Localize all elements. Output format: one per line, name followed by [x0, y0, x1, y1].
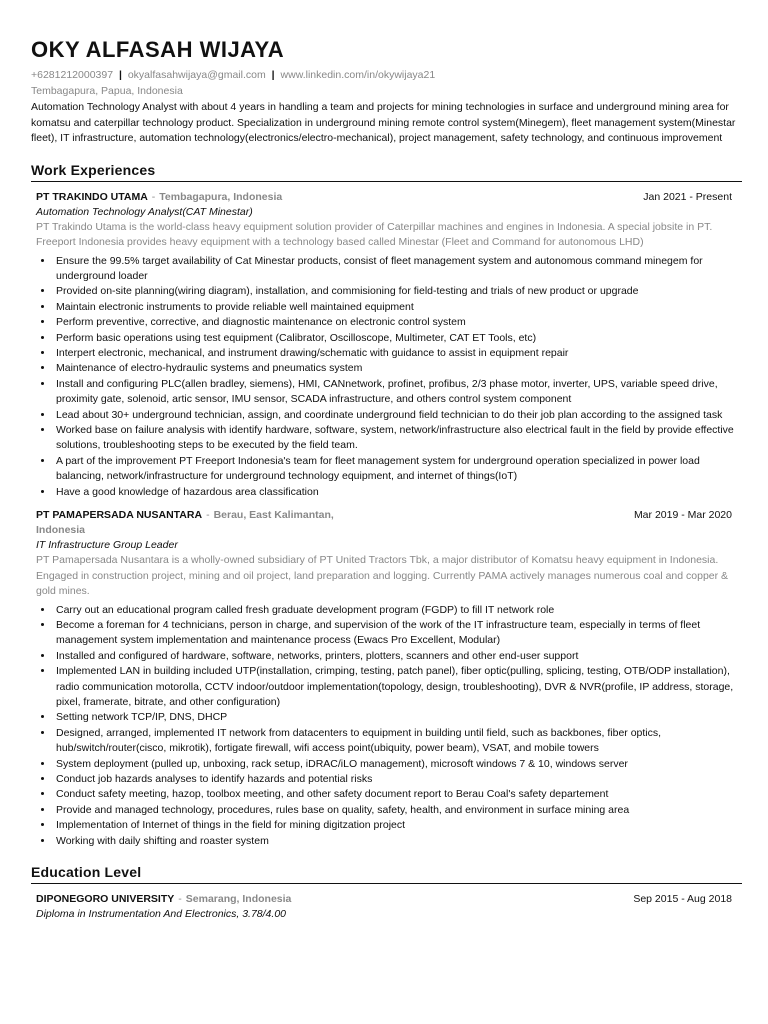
job-header [36, 508, 742, 538]
job-entry [31, 508, 742, 849]
job-location: Tembagapura, Indonesia [159, 190, 283, 203]
bullet-item: • System deployment (pulled up, unboxing, rack setup, iDRAC/iLO management), microsoft windows 7 & 10, windows server [54, 757, 742, 772]
bullet-item: • Implementation of Internet of things in the field for mining digitzation project [54, 818, 742, 833]
bullet-item: • Implemented LAN in building included UTP(installation, crimping, testing, patch panel), fiber optic(pulling, splicing, testing, OTB/ODP installation), radio communication motorolla, CCTV indoor/outdoor implementation(topology, design, troubleshooting), DVR & NVR(profile, IP address, storage, pixel, framerate, bitrate, and other configuration) [54, 664, 742, 710]
contact-line [31, 68, 742, 82]
job-date: Mar 2019 - Mar 2020 [633, 509, 732, 521]
bullet-item: • Lead about 30+ underground technician, assign, and coordinate underground field technician to do their job plan according to the assigned task [54, 408, 742, 423]
bullet-item: • Maintain electronic instruments to provide reliable well maintained equipment [54, 300, 742, 315]
bullet-item: • A part of the improvement PT Freeport Indonesia's team for fleet management system for underground operation specialized in power load balancing, network/infrastructure for underground technology equipment, and internet of things(IoT) [54, 454, 742, 485]
education-level-heading: Education Level [31, 864, 742, 884]
company-description: PT Trakindo Utama is the world-class heavy equipment solution provider of Caterpillar machines and engines in Indonesia. A special jobsite in PT. Freeport Indonesia provides heavy equipment with a technology based called Minestar (Fleet and Command for autonomous LHD) [36, 220, 713, 248]
bullet-item: • Ensure the 99.5% target availability of Cat Minestar products, consist of fleet management system and autonomous command minegem for underground loader [54, 254, 742, 285]
institution-name: DIPONEGORO UNIVERSITY [36, 893, 175, 905]
bullet-item: • Conduct job hazards analyses to identify hazards and potential risks [54, 772, 742, 787]
job-company-line [36, 190, 282, 205]
bullet-item: • Become a foreman for 4 technicians, person in charge, and supervision of the work of the IT infrastructure team, especially in terms of fleet management system implementation and maintenance process (Ewacs Pro Excellent, Modular) [54, 618, 742, 649]
bullet-item: • Perform preventive, corrective, and diagnostic maintenance on electronic control system [54, 315, 742, 330]
bullet-item: • Provided on-site planning(wiring diagram), installation, and commisioning for field-testing and trials of new product or upgrade [54, 284, 742, 299]
institution-location: Semarang, Indonesia [185, 893, 292, 905]
company-name: PT PAMAPERSADA NUSANTARA [36, 509, 203, 521]
phone-number: +6281212000397 [31, 69, 114, 81]
job-bullets [36, 603, 742, 850]
candidate-name: OKY ALFASAH WIJAYA [31, 37, 285, 62]
bullet-item: • Perform basic operations using test equipment (Calibrator, Oscilloscope, Multimeter, CAT ET Tools, etc) [54, 331, 742, 346]
job-location: Berau, East Kalimantan, Indonesia [36, 509, 334, 536]
email-link[interactable]: okyalfasahwijaya@gmail.com [127, 69, 266, 81]
bullet-item: • Conduct safety meeting, hazop, toolbox meeting, and other safety document report to Berau Coal's safety departement [54, 787, 742, 802]
bullet-item: • Interpert electronic, mechanical, and instrument drawing/schematic with guidance to assist in equipment repair [54, 346, 742, 361]
contact-separator: | [271, 69, 275, 81]
candidate-location: Tembagapura, Papua, Indonesia [31, 85, 183, 97]
job-header [36, 190, 742, 205]
dash-separator: - [151, 190, 156, 203]
job-entry [31, 190, 742, 501]
linkedin-link[interactable]: www.linkedin.com/in/okywijaya21 [280, 69, 436, 81]
degree: Diploma in Instrumentation And Electronics, 3.78/4.00 [36, 908, 286, 920]
bullet-item: • Designed, arranged, implemented IT network from datacenters to equipment in building until field, such as backbones, fiber optics, hub/switch/router(cisco, mikrotik), fortigate firewall, wifi access point(ubiquity, power beam), VSAT, and mobile towers [54, 726, 742, 757]
bullet-item: • Maintenance of electro-hydraulic systems and pneumatics system [54, 361, 742, 376]
education-institution-line [36, 892, 291, 907]
dash-separator: - [178, 893, 182, 905]
bullet-item: • Setting network TCP/IP, DNS, DHCP [54, 710, 742, 725]
job-role: Automation Technology Analyst(CAT Minestar) [36, 205, 253, 218]
bullet-item: • Carry out an educational program called fresh graduate development program (FGDP) to fill IT network role [54, 603, 742, 618]
company-name: PT TRAKINDO UTAMA [36, 190, 148, 203]
bullet-item: • Install and configuring PLC(allen bradley, siemens), HMI, CANnetwork, profinet, profibus, 2/3 phase motor, inverter, UPS, variable speed drive, proximity gate, solenoid, artic sensor, IMU sensor, SCADA infrastructure, and others control system component [54, 377, 742, 408]
job-bullets [36, 254, 742, 501]
job-date: Jan 2021 - Present [643, 190, 732, 203]
job-role: IT Infrastructure Group Leader [36, 539, 178, 551]
job-company-line [36, 508, 376, 538]
bullet-item: • Provide and managed technology, procedures, rules base on quality, safety, health, and environment in surface mining area [54, 803, 742, 818]
resume-page [31, 36, 742, 922]
work-experiences-heading: Work Experiences [31, 162, 742, 182]
education-date: Sep 2015 - Aug 2018 [633, 893, 732, 905]
contact-separator: | [118, 69, 122, 81]
profile-summary: Automation Technology Analyst with about 4 years in handling a team and projects for mining technologies in surface and underground mining area for komatsu and caterpillar technology product. Specialization in underground mining remote control system(Minegem), fleet management system(Minestar fleet), IT infrastructure, automation technology(electronics/electro-mechanical), project management, safety technology, and continuous improvement [31, 101, 736, 144]
education-entry [31, 892, 742, 922]
bullet-item: • Working with daily shifting and roaster system [54, 834, 742, 849]
company-description: PT Pamapersada Nusantara is a wholly-owned subsidiary of PT United Tractors Tbk, a major distributor of Komatsu heavy equipment in Indonesia. Engaged in construction project, mining and oil project, land preparation and logging. Currently PAMA actively manages numerous coal and copper & gold mines. [36, 554, 729, 597]
dash-separator: - [206, 509, 210, 521]
education-header [36, 892, 742, 907]
bullet-item: • Worked base on failure analysis with identify hardware, software, system, network/infrastructure also electrical fault in the field by provide effective solutions, troubleshooting steps to be executed by the field team. [54, 423, 742, 454]
bullet-item: • Installed and configured of hardware, software, networks, printers, plotters, scanners and other end-user support [54, 649, 742, 664]
bullet-item: • Have a good knowledge of hazardous area classification [54, 485, 742, 500]
